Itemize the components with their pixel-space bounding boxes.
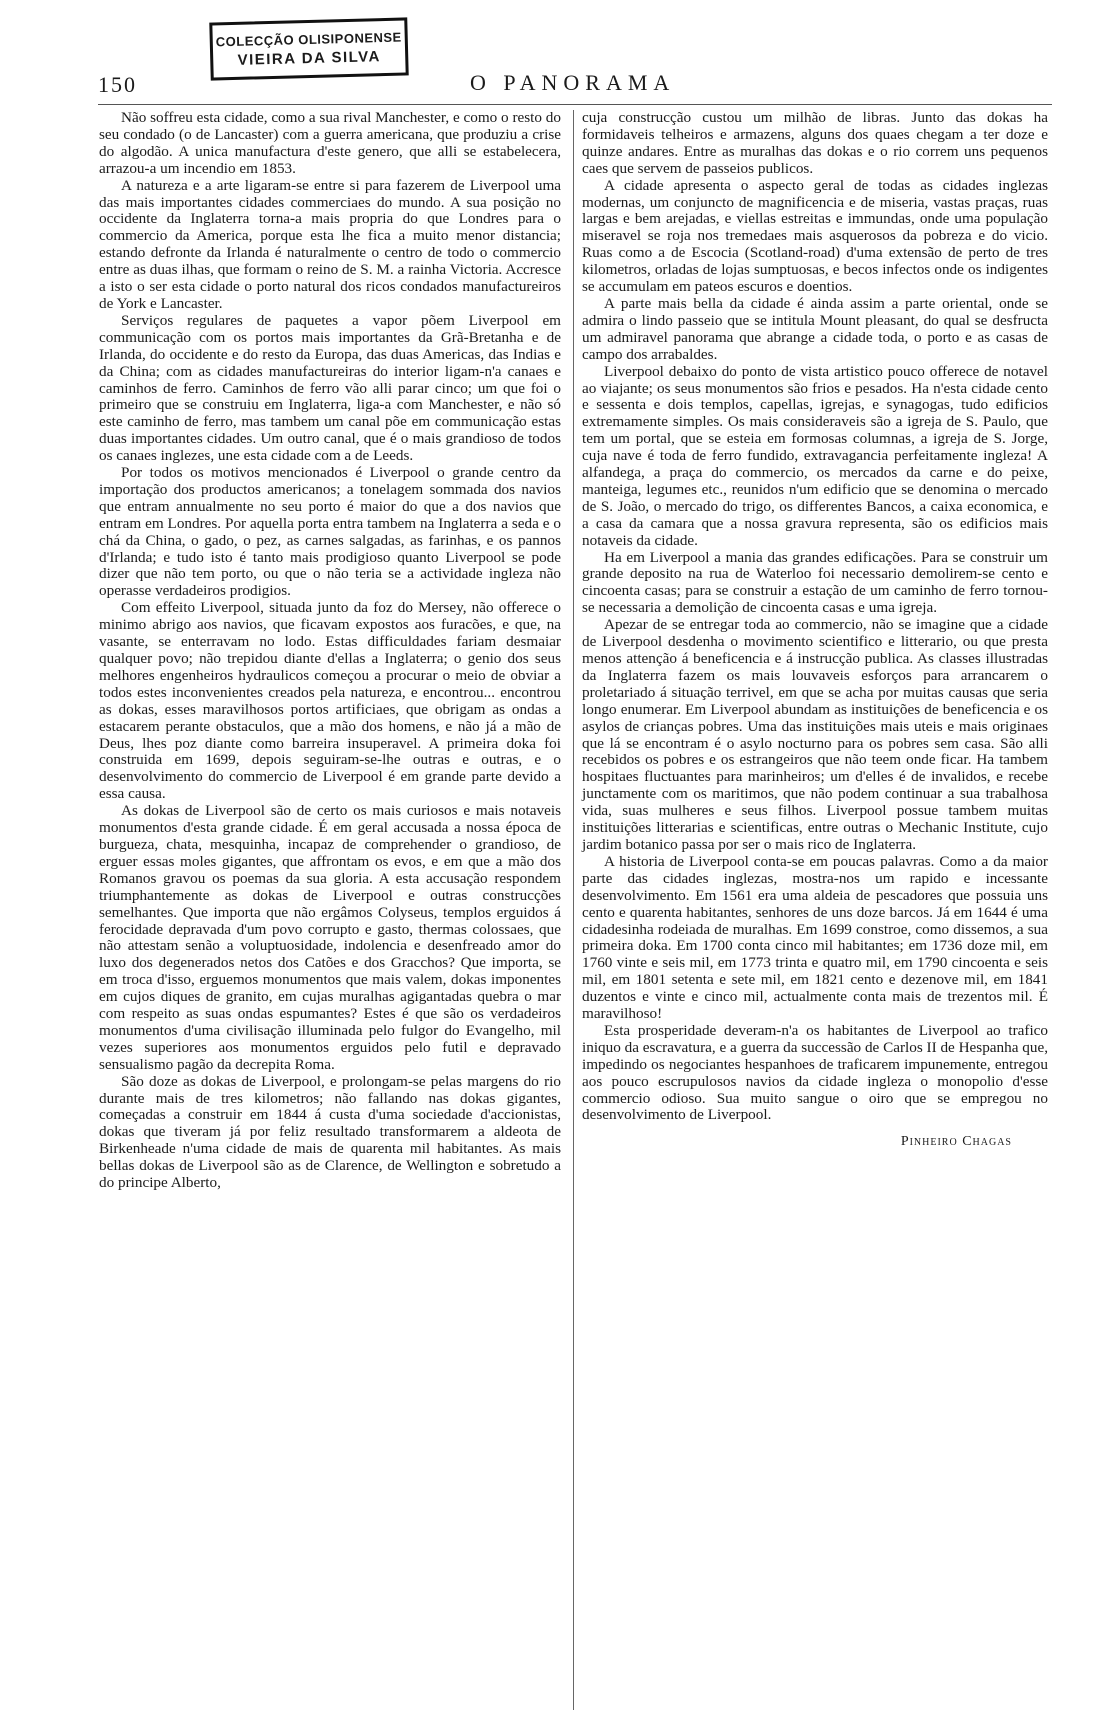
page-number: 150	[98, 72, 137, 97]
paragraph: Serviços regulares de paquetes a vapor põem Liverpool em communicação com os portos mais importantes da Grã-Bretanha e de Irlanda, do occidente e do resto da Europa, das duas Americas, das Indias e da China; com as cidades manufactureiras do interior ligam-n'a canaes e caminhos de ferro. Caminhos de ferro vão alli parar cinco; um que foi o primeiro que se construiu em Inglaterra, liga-a com Manchester, e não só este caminho de ferro, mas tambem um canal põe em communicação estas duas importantes cidades. Um outro canal, que é o mais grandioso de todos os canaes inglezes, une esta cidade com a de Leeds.	[99, 311, 561, 465]
paragraph: Não soffreu esta cidade, como a sua rival Manchester, e como o resto do seu condado (o de Lancaster) com a guerra americana, que produziu a crise do algodão. A unica manufactura d'este genero, que alli se estabelecera, arrazou-a um incendio em 1853.	[99, 109, 561, 177]
paragraph: Por todos os motivos mencionados é Liverpool o grande centro da importação dos productos americanos; a tonelagem sommada dos navios que entram annualmente no seu porto é maior do que a dos navios que entram em Londres. Por aquella porta entra tambem na Inglaterra a seda e o chá da China, o gado, o pez, as carnes salgadas, as farinhas, e os pannos d'Irlanda; e tudo isto é tanto mais prodigioso quanto Liverpool se pode dizer que não tem porto, ou que o não teria se a actividade ingleza não operasse verdadeiros prodigios.	[99, 464, 561, 600]
right-column	[582, 110, 1048, 1151]
paragraph: Liverpool debaixo do ponto de vista artistico pouco offerece de notavel ao viajante; os seus monumentos são frios e pesados. Ha n'esta cidade cento e sessenta e dois templos, capellas, igrejas, e synagogas, tudo edificios extremamente simples. Os mais consideraveis são a igreja de S. Paulo, que tem um portal, que se esteia em formosas columnas, a igreja de S. Jorge, cuja nave é toda de ferro fundido, extravagancia perfeitamente ingleza! A alfandega, a praça do commercio, os mercados da carne e do peixe, manteiga, legumes etc., reunidos n'um edificio que se denomina o mercado de S. João, o mercado do trigo, os differentes Bancos, a caixa economica, e a casa da camara que a nossa gravura representa, são os edificios mais notaveis da cidade.	[582, 362, 1048, 549]
paragraph: As dokas de Liverpool são de certo os mais curiosos e mais notaveis monumentos d'esta grande cidade. É em geral accusada a nossa época de burgueza, chata, mesquinha, incapaz de comprehender o grandioso, de erguer essas moles gigantes, que affrontam os evos, e em que a mão dos Romanos gravou os poemas da sua gloria. A esta accusação respondem triumphantemente as dokas de Liverpool e outras construcções semelhantes. Que importa que não ergâmos Colyseus, templos erguidos á ferocidade depravada d'um povo corrupto e gasto, thermas colossaes, que não attestam senão a voluptuosidade, indolencia e desenfreado amor do luxo dos degenerados netos dos Catões e dos Gracchos? Que importa, se em troca d'isso, erguemos monumentos que mais valem, dokas imponentes em cujos diques de granito, em cujas muralhas agigantadas quebra o mar com respeito as suas ondas espumantes? Estes é que são os verdadeiros monumentos d'uma civilisação illuminada pelo fulgor do Evangelho, mil vezes superiores aos monumentos erguidos pelo futil e depravado sensualismo pagão da decrepita Roma.	[99, 802, 561, 1073]
paragraph: cuja construcção custou um milhão de libras. Junto das dokas ha formidaveis telheiros e armazens, alguns dos quaes chegam a ter doze e quinze andares. Entre as muralhas das dokas e o rio correm uns pequenos caes que servem de passeios publicos.	[582, 109, 1048, 177]
stamp-line-1: COLECÇÃO OLISIPONENSE	[215, 29, 402, 50]
paragraph: A natureza e a arte ligaram-se entre si para fazerem de Liverpool uma das mais importantes cidades commerciaes do mundo. A sua posição no occidente da Inglaterra torna-a mais propria do que Londres para o commercio da America, porque esta lhe fica a muito menor distancia; estando defronte da Irlanda é naturalmente o centro de todo o commercio entre as duas ilhas, que formam o reino de S. M. a rainha Victoria. Accresce a isto o ser esta cidade o porto natural dos ricos condados manufactureiros de York e Lancaster.	[99, 176, 561, 312]
paragraph: Apezar de se entregar toda ao commercio, não se imagine que a cidade de Liverpool desdenha o movimento scientifico e litterario, ou que presta menos attenção á beneficencia e á instrucção publica. As classes illustradas da Inglaterra fazem os mais louvaveis esforços para arrancarem o proletariado á situação terrivel, em que se acha por muitas causas que seria longo enumerar. Em Liverpool abundam as instituições de beneficencia e os asylos de crianças pobres. Uma das instituições mais uteis e mais originaes que lá se encontram é o asylo nocturno para os pobres sem casa. São alli recebidos os pobres e os estrangeiros que não teem onde ficar. Ha tambem hospitaes fluctuantes para marinheiros; um d'elles é de invalidos, e recebe junctamente com os maritimos, que não podem continuar a sua trabalhosa vida, suas mulheres e seus filhos. Liverpool possue tambem muitas instituições litterarias e scientificas, entre outras o Mechanic Institute, cujo jardim botanico passa por ser o mais rico de Inglaterra.	[582, 616, 1048, 853]
paragraph: A historia de Liverpool conta-se em poucas palavras. Como a da maior parte das cidades inglezas, mostra-nos um rapido e incessante desenvolvimento. Em 1561 era uma aldeia de pescadores que possuia uns cento e quarenta habitantes, senhores de uns doze barcos. Já em 1644 é uma cidadesinha rodeiada de muralhas. Em 1699 constroe, como dissemos, a sua primeira doka. Em 1700 conta cinco mil habitantes; em 1736 doze mil, em 1760 vinte e seis mil, em 1773 trinta e quatro mil, em 1790 cincoenta e seis mil, em 1801 setenta e sete mil, em 1821 cento e dezenove mil, em 1841 duzentos e vinte e cinco mil, actualmente conta mais de trezentos mil. É maravilhoso!	[582, 852, 1048, 1023]
header-rule	[98, 104, 1052, 105]
paragraph: A cidade apresenta o aspecto geral de todas as cidades inglezas modernas, um conjuncto de magnificencia e de miseria, vastas praças, ruas largas e bem arejadas, e viellas estreitas e immundas, onde uma população miseravel se roja nos tremedaes mais asquerosos da pobreza e do vicio. Ruas como a de Escocia (Scotland-road) d'uma extensão de perto de tres kilometros, orladas de lojas sumptuosas, e becos infectos onde os indigentes se accumulam em pateos escuros e doentios.	[582, 176, 1048, 296]
paragraph: São doze as dokas de Liverpool, e prolongam-se pelas margens do rio durante mais de tres kilometros; não fallando nas dokas gigantes, começadas a construir em 1844 á custa d'uma sociedade d'accionistas, dokas que tiveram já por feliz resultado transformarem a aldeota de Birkenheade n'uma cidade de mais de quarenta mil habitantes. As mais bellas dokas de Liverpool são as de Clarence, de Wellington e sobretudo a do principe Alberto,	[99, 1072, 561, 1192]
paragraph: Esta prosperidade deveram-n'a os habitantes de Liverpool ao trafico iniquo da escravatura, e a guerra da successão de Carlos II de Hespanha que, impedindo os negociantes hespanhoes de traficarem impunemente, entregou aos pouco escrupulosos navios da cidade ingleza o monopolio d'esse commercio odioso. Sua muito sangue o oiro que se empregou no desenvolvimento de Liverpool.	[582, 1021, 1048, 1124]
stamp-line-2: VIEIRA DA SILVA	[237, 48, 382, 69]
running-title: O PANORAMA	[470, 70, 676, 95]
collection-stamp	[209, 17, 408, 80]
column-divider	[573, 110, 574, 1710]
paragraph: Ha em Liverpool a mania das grandes edificações. Para se construir um grande deposito na rua de Waterloo foi necessario demolirem-se cento e cincoenta casas; para se construir a estação de um caminho de ferro tornou-se necessaria a demolição de cincoenta casas e uma igreja.	[582, 548, 1048, 617]
paragraph: Com effeito Liverpool, situada junto da foz do Mersey, não offerece o minimo abrigo aos navios, que ficavam expostos aos furacões, e que, na vasante, se enterravam no lodo. Estas difficuldades fariam desmaiar qualquer povo; não trepidou diante d'ellas a Inglaterra; o genio dos seus melhores engenheiros hydraulicos começou a procurar o meio de obviar a todos estes inconvenientes creados pela natureza, e encontrou... encontrou as dokas, esses maravilhosos portos artificiaes, que obrigam as ondas a estacarem perante obstaculos, que a mão dos homens, e não já a mão de Deus, lhes poz diante como barreira insuperavel. A primeira doka foi construida em 1699, depois seguiram-se-lhe outras e outras, e o desenvolvimento do commercio de Liverpool é em grande parte devido a essa causa.	[99, 599, 561, 803]
author-signature: Pinheiro Chagas	[900, 1134, 1012, 1150]
paragraph: A parte mais bella da cidade é ainda assim a parte oriental, onde se admira o lindo passeio que se intitula Mount pleasant, do qual se desfructa um admiravel panorama que abrange a cidade toda, o porto e as casas de campo dos arrabaldes.	[582, 294, 1048, 363]
left-column	[99, 110, 561, 1192]
